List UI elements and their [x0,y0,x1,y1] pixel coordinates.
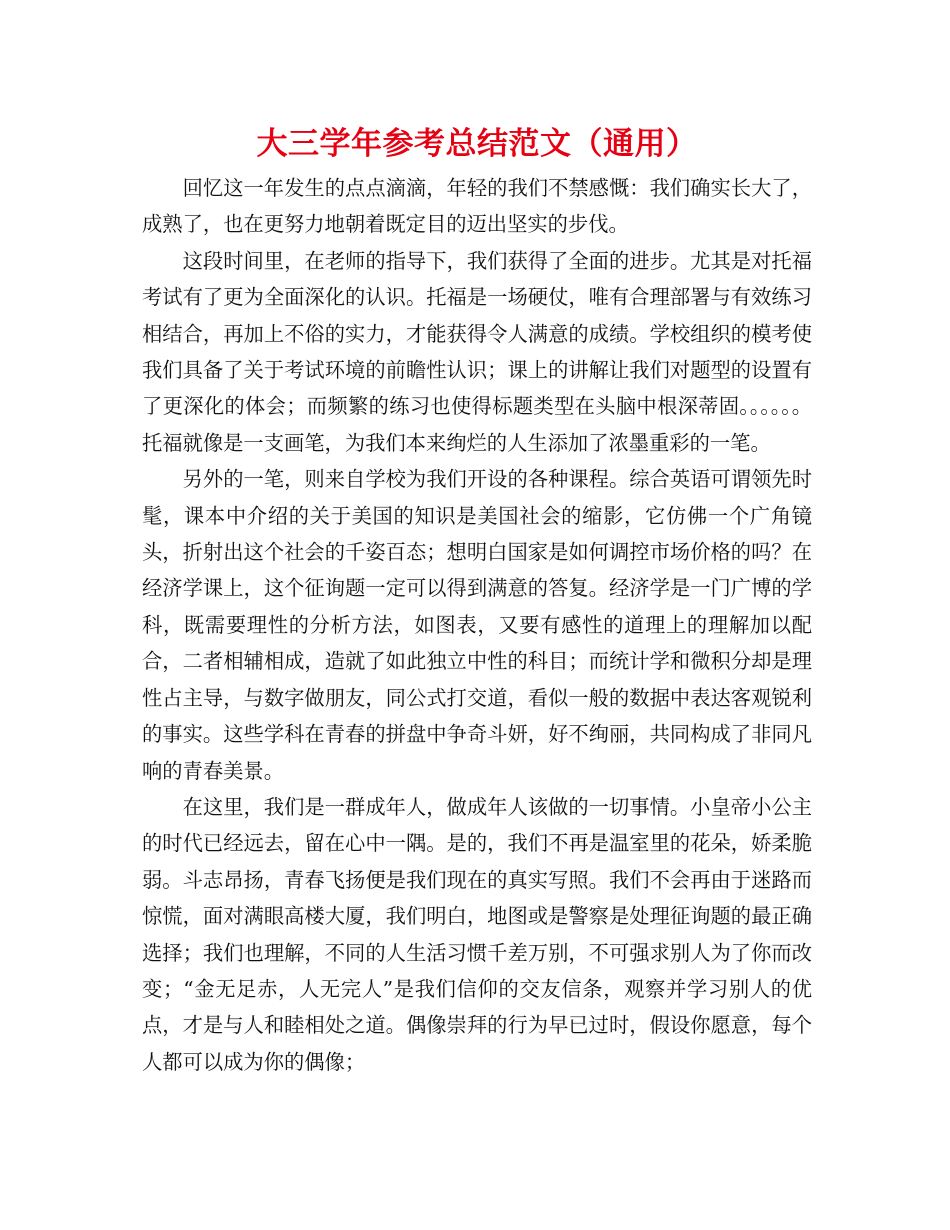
paragraph-1: 回忆这一年发生的点点滴滴，年轻的我们不禁感慨：我们确实长大了，成熟了，也在更努力地朝着既定目的迈出坚实的步伐。 [142,176,812,237]
paragraph-4: 在这里，我们是一群成年人，做成年人该做的一切事情。小皇帝小公主的时代已经远去，留在心中一隅。是的，我们不再是温室里的花朵，娇柔脆弱。斗志昂扬，青春飞扬便是我们现在的真实写照。我们不会再由于迷路而惊慌，面对满眼高楼大厦，我们明白，地图或是警察是处理征询题的最正确选择；我们也理解，不同的人生活习惯千差万别，不可强求别人为了你而改变；“金无足赤，人无完人”是我们信仰的交友信条，观察并学习别人的优点，才是与人和睦相处之道。偶像崇拜的行为早已过时，假设你愿意，每个人都可以成为你的偶像； [142,794,812,1074]
paragraph-2: 这段时间里，在老师的指导下，我们获得了全面的进步。尤其是对托福考试有了更为全面深化的认识。托福是一场硬仗，唯有合理部署与有效练习相结合，再加上不俗的实力，才能获得令人满意的成绩。学校组织的模考使我们具备了关于考试环境的前瞻性认识；课上的讲解让我们对题型的设置有了更深化的体会；而频繁的练习也使得标题类型在头脑中根深蒂固。。。。。。托福就像是一支画笔，为我们本来绚烂的人生添加了浓墨重彩的一笔。 [142,248,812,455]
paragraph-3: 另外的一笔，则来自学校为我们开设的各种课程。综合英语可谓领先时髦，课本中介绍的关于美国的知识是美国社会的缩影，它仿佛一个广角镜头，折射出这个社会的千姿百态；想明白国家是如何调控市场价格的吗？在经济学课上，这个征询题一定可以得到满意的答复。经济学是一门广博的学科，既需要理性的分析方法，如图表，又要有感性的道理上的理解加以配合，二者相辅相成，造就了如此独立中性的科目；而统计学和微积分却是理性占主导，与数字做朋友，同公式打交道，看似一般的数据中表达客观锐利的事实。这些学科在青春的拼盘中争奇斗妍，好不绚丽，共同构成了非同凡响的青春美景。 [142,467,812,783]
document-title: 大三学年参考总结范文（通用） [256,126,698,162]
document-page [142,118,812,1080]
